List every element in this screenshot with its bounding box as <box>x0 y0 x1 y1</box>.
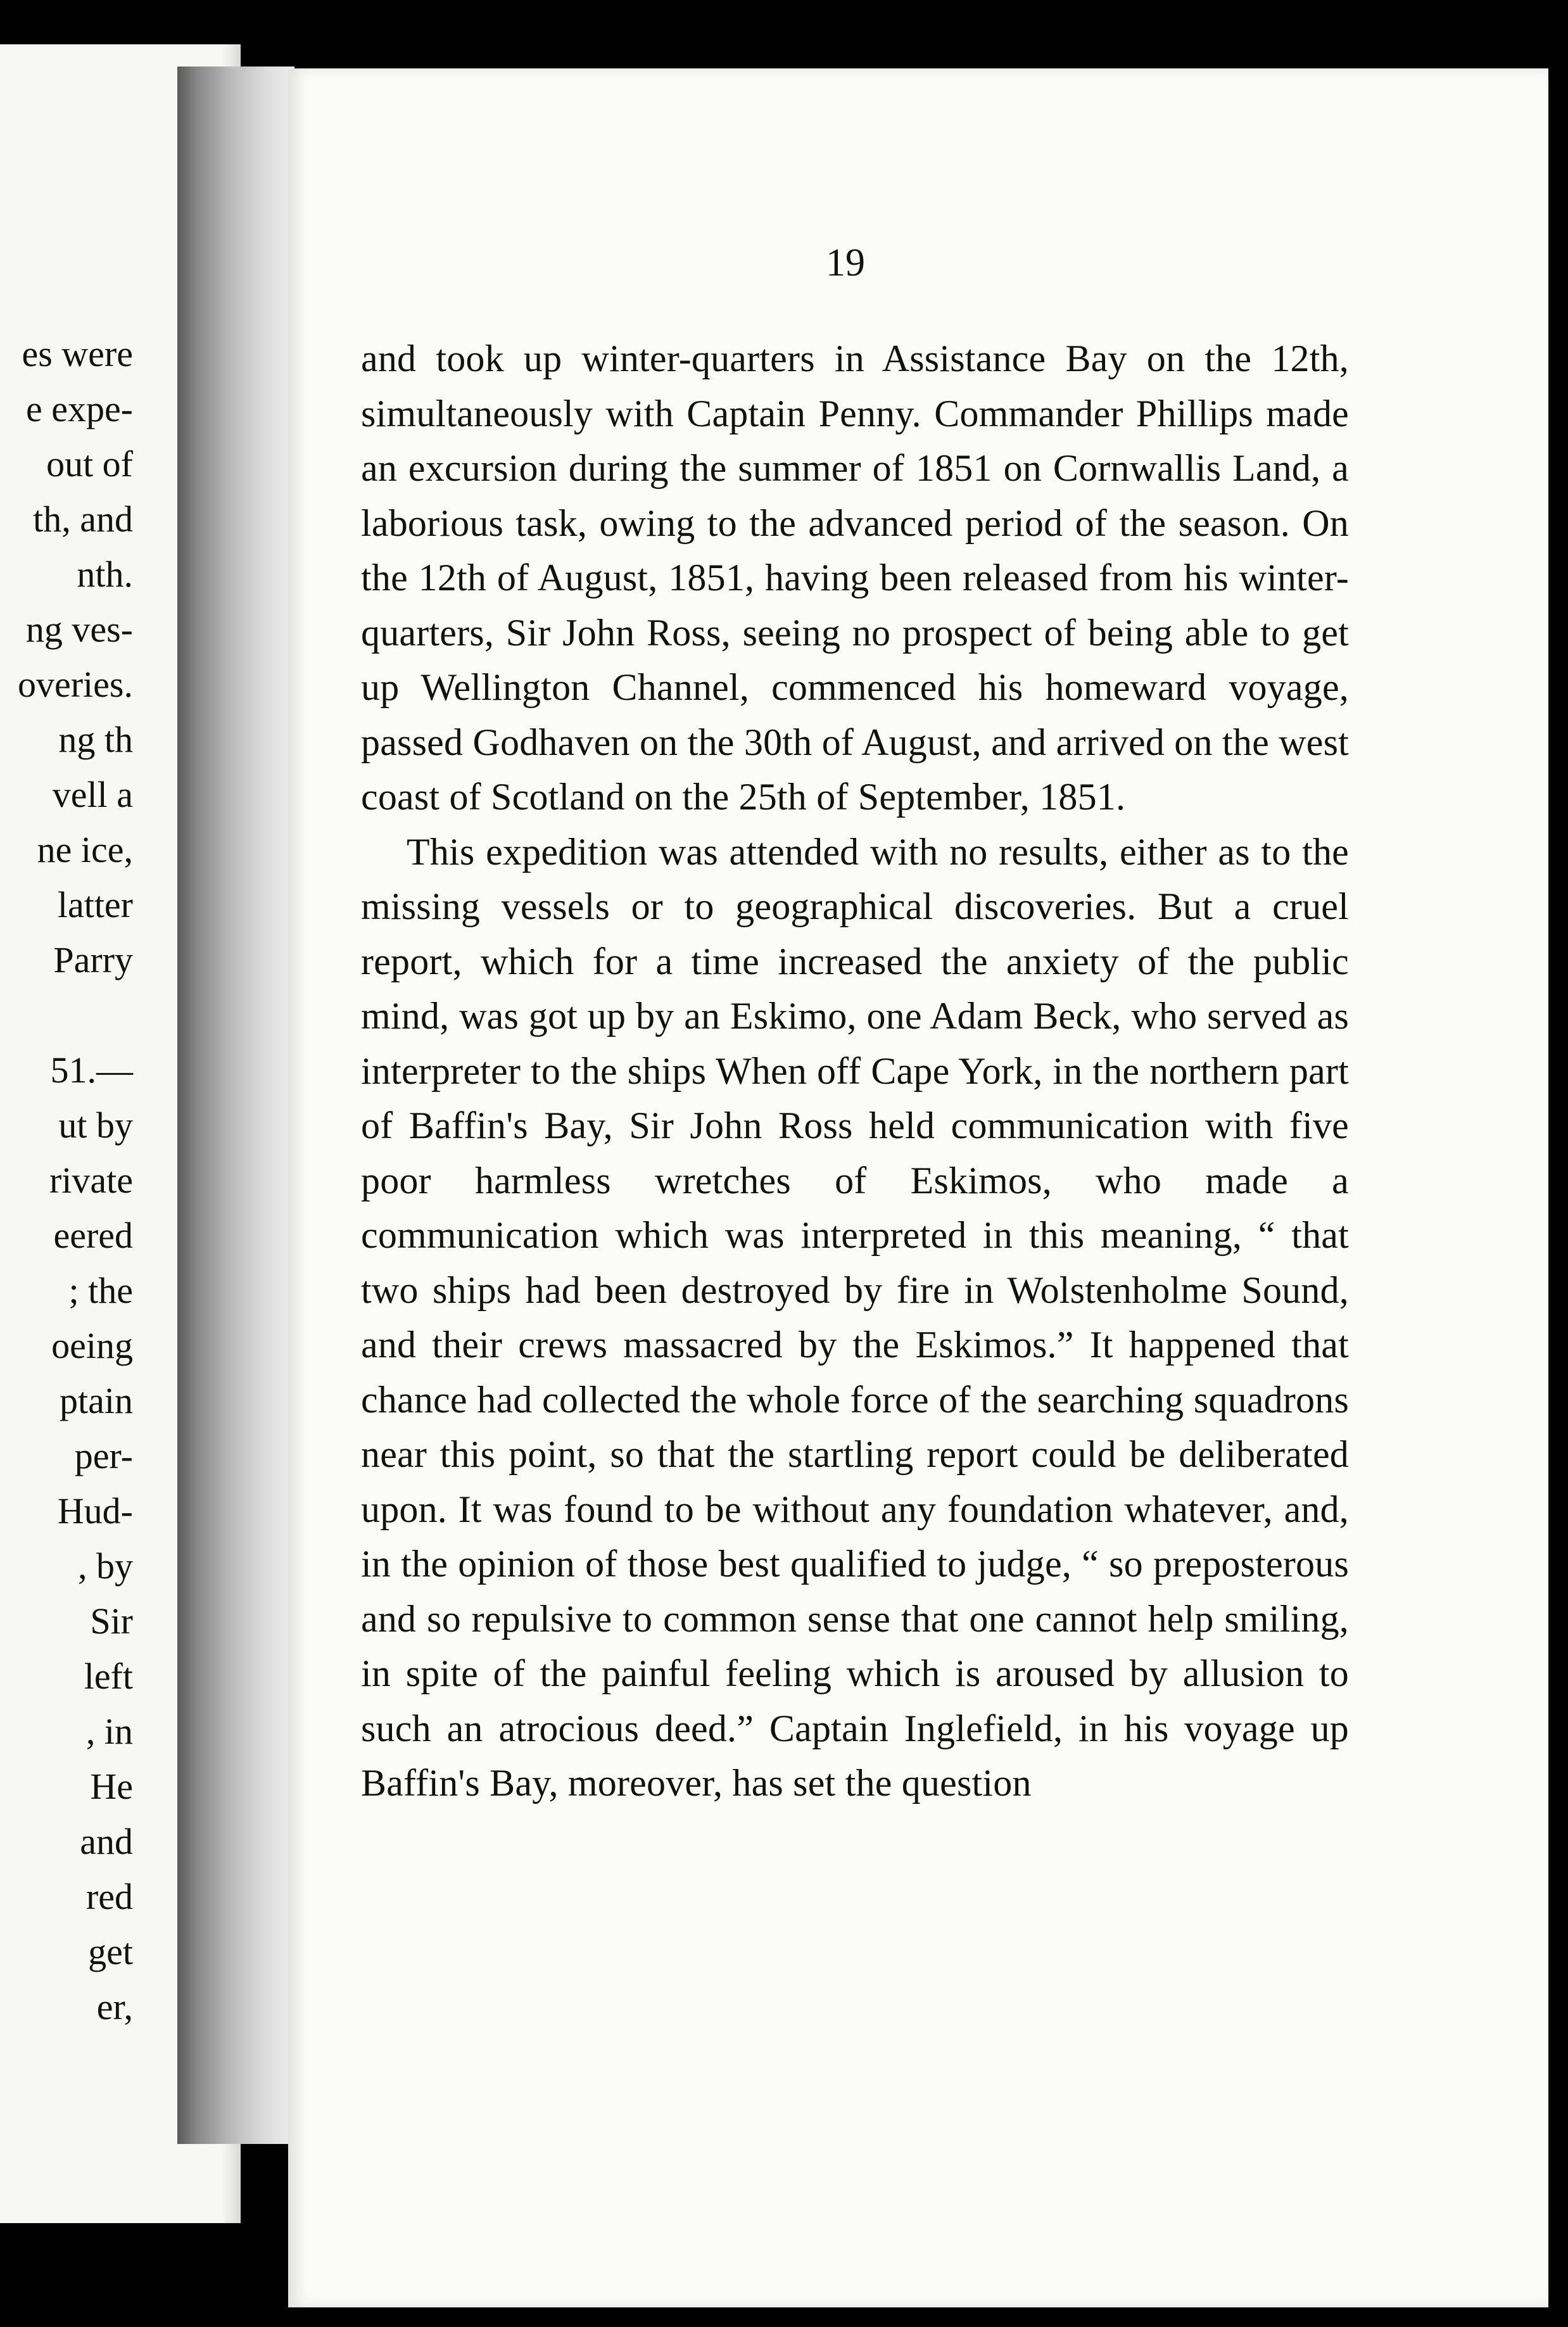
left-page-line: er, <box>96 1986 133 2027</box>
left-page-line: ng th <box>58 719 133 760</box>
left-page-line: latter <box>57 884 133 925</box>
left-page-line: eered <box>53 1215 133 1256</box>
left-page-line: red <box>85 1876 133 1917</box>
page-number: 19 <box>826 241 865 284</box>
left-page-line: th, and <box>33 498 133 540</box>
left-page-text-fragments <box>0 326 133 2034</box>
body-text <box>361 331 1349 1811</box>
left-page-line: rivate <box>49 1160 133 1201</box>
left-page-line <box>0 987 133 1043</box>
left-page-line: overies. <box>18 664 133 705</box>
paragraph-2: This expedition was attended with no results, either as to the missing vessels or to geographical discoveries. But a cruel report, which for a time increased the anxiety of the public mind, was got up by an Eskimo, one Adam Beck, who served as interpreter to the ships When off Cape York, in the northern part of Baffin's Bay, Sir John Ross held communication with five poor harmless wretches of Eskimos, who made a communication which was interpreted in this meaning, “ that two ships had been destroyed by fire in Wolstenholme Sound, and their crews massacred by the Eskimos.” It happened that chance had collected the whole force of the searching squadrons near this point, so that the startling report could be deliberated upon. It was found to be without any foundation whatever, and, in the opinion of those best qualified to judge, “ so preposterous and so repulsive to common sense that one cannot help smiling, in spite of the painful feeling which is aroused by allusion to such an atrocious deed.” Captain Inglefield, in his voyage up Baffin's Bay, moreover, has set the question <box>361 830 1349 1804</box>
paragraph-1: and took up winter-quarters in Assistance Bay on the 12th, simultaneously with Captain Penny. Commander Phillips made an excursion during the summer of 1851 on Cornwallis Land, a laborious task, owing to the advanced period of the season. On the 12th of August, 1851, having been released from his winter-quarters, Sir John Ross, seeing no prospect of being able to get up Wellington Channel, commenced his homeward voyage, passed Godhaven on the 30th of August, and arrived on the west coast of Scotland on the 25th of September, 1851. <box>361 338 1349 818</box>
left-page-line: Hud- <box>57 1490 133 1531</box>
left-page-line: 51.— <box>50 1049 133 1091</box>
left-page-line: , by <box>78 1545 133 1587</box>
left-page-line: Parry <box>53 939 133 980</box>
left-page-line: ptain <box>60 1380 133 1421</box>
left-page-line: get <box>88 1931 133 1972</box>
left-page-line: and <box>80 1821 133 1862</box>
left-page-line: oeing <box>51 1325 133 1366</box>
left-page-line: ng ves- <box>25 609 133 650</box>
left-page-line: left <box>84 1656 133 1697</box>
left-page-line: ne ice, <box>37 829 133 870</box>
left-page-line: He <box>90 1766 133 1807</box>
left-page-line: out of <box>46 443 133 485</box>
left-page-line: ut by <box>58 1105 133 1146</box>
right-page <box>288 68 1548 2307</box>
left-page-line: Sir <box>90 1601 133 1642</box>
left-page-line: nth. <box>77 554 133 595</box>
binding-gutter-shadow <box>177 67 294 2144</box>
left-page-line: vell a <box>52 774 133 815</box>
left-page-line: , in <box>85 1711 133 1752</box>
left-page-line: per- <box>74 1435 133 1476</box>
left-page-line: es were <box>22 333 133 374</box>
left-page-line: e expe- <box>25 388 133 429</box>
left-page-line: ; the <box>68 1270 133 1311</box>
